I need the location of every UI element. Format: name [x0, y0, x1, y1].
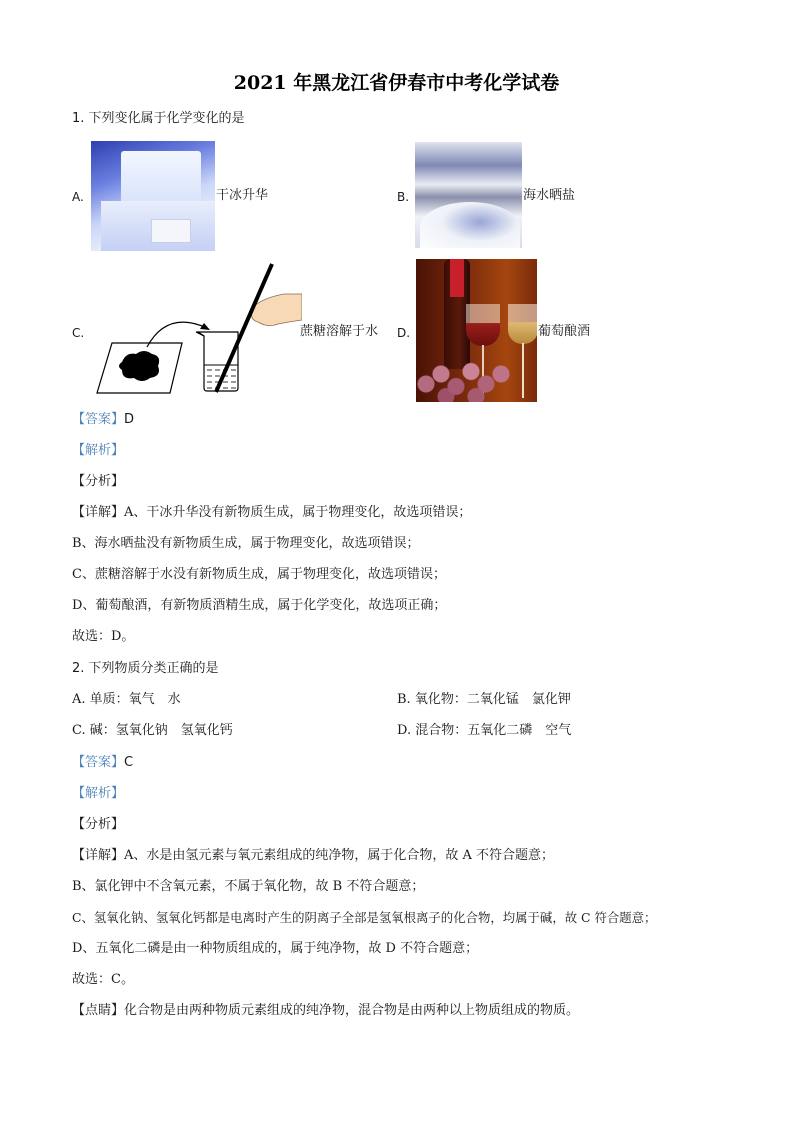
fenxi-label-q1: 【分析】 [72, 474, 125, 489]
option-b-text: 海水晒盐 [523, 188, 576, 203]
option-letter: C. [72, 723, 86, 738]
answer-label: 【答案】 [72, 412, 125, 427]
answer-value: D [124, 412, 135, 427]
detail-label: 【详解】 [72, 848, 125, 863]
detail-line-q1-4: 故选：D。 [72, 629, 135, 644]
tip-line-q2 [72, 1003, 579, 1019]
dry-ice-photo [91, 141, 215, 251]
sugar-dissolving-diagram [92, 260, 302, 396]
option-letter: A. [72, 692, 86, 707]
detail-text: A、干冰升华没有新物质生成，属于物理变化，故选项错误； [124, 505, 472, 520]
question-1-stem [72, 111, 245, 127]
q2-option-d [397, 723, 571, 739]
q2-option-a [72, 692, 181, 708]
option-a-letter: A. [72, 190, 84, 204]
analysis-label-q1: 【解析】 [72, 443, 125, 458]
answer-value: C [124, 755, 134, 770]
answer-line-q2 [72, 755, 133, 771]
analysis-label-q2: 【解析】 [72, 786, 125, 801]
detail-text: A、水是由氢元素与氧元素组成的纯净物，属于化合物，故 A 不符合题意； [124, 848, 555, 863]
option-text: 混合物：五氧化二磷 空气 [415, 723, 572, 738]
option-a-text: 干冰升华 [216, 188, 269, 203]
answer-line-q1 [72, 412, 134, 428]
detail-line-q2-1: B、氯化钾中不含氧元素，不属于氧化物，故 B 不符合题意； [72, 879, 425, 894]
fenxi-label-q2: 【分析】 [72, 817, 125, 832]
detail-line-q1-2: C、蔗糖溶解于水没有新物质生成，属于物理变化，故选项错误； [72, 567, 446, 582]
option-c-text: 蔗糖溶解于水 [300, 324, 379, 339]
detail-line-q2-3: D、五氧化二磷是由一种物质组成的，属于纯净物，故 D 不符合题意； [72, 941, 479, 956]
tip-label: 【点睛】 [72, 1003, 125, 1018]
detail-line-q2-2: C、氢氧化钠、氢氧化钙都是电离时产生的阴离子全部是氢氧根离子的化合物，均属于碱，故 C 符合题意； [72, 910, 657, 925]
option-d-text: 葡萄酿酒 [538, 324, 591, 339]
question-text: 下列变化属于化学变化的是 [88, 111, 245, 126]
question-text: 下列物质分类正确的是 [88, 661, 219, 676]
detail-line-q2-4: 故选：C。 [72, 972, 134, 987]
detail-line-q1-0 [72, 505, 471, 521]
page-title: 2021 年黑龙江省伊春市中考化学试卷 [233, 72, 560, 94]
sea-salt-photo [415, 142, 522, 248]
option-d-letter: D. [397, 326, 411, 340]
detail-line-q2-0 [72, 848, 554, 864]
wine-grapes-photo [416, 259, 537, 402]
option-text: 单质：氧气 水 [89, 692, 181, 707]
question-number: 2. [72, 661, 85, 676]
answer-label: 【答案】 [72, 755, 125, 770]
q2-option-b [397, 692, 571, 708]
question-number: 1. [72, 111, 85, 126]
option-text: 氧化物：二氧化锰 氯化钾 [414, 692, 571, 707]
q2-option-c [72, 723, 233, 739]
detail-label: 【详解】 [72, 505, 125, 520]
question-2-stem [72, 661, 219, 677]
tip-text: 化合物是由两种物质元素组成的纯净物，混合物是由两种以上物质组成的物质。 [124, 1003, 580, 1018]
option-text: 碱：氢氧化钠 氢氧化钙 [89, 723, 233, 738]
option-c-letter: C. [72, 326, 85, 340]
detail-line-q1-1: B、海水晒盐没有新物质生成，属于物理变化，故选项错误； [72, 536, 420, 551]
option-letter: B. [397, 692, 411, 707]
option-letter: D. [397, 723, 412, 738]
detail-line-q1-3: D、葡萄酿酒，有新物质酒精生成，属于化学变化，故选项正确； [72, 598, 447, 613]
option-b-letter: B. [397, 190, 410, 204]
